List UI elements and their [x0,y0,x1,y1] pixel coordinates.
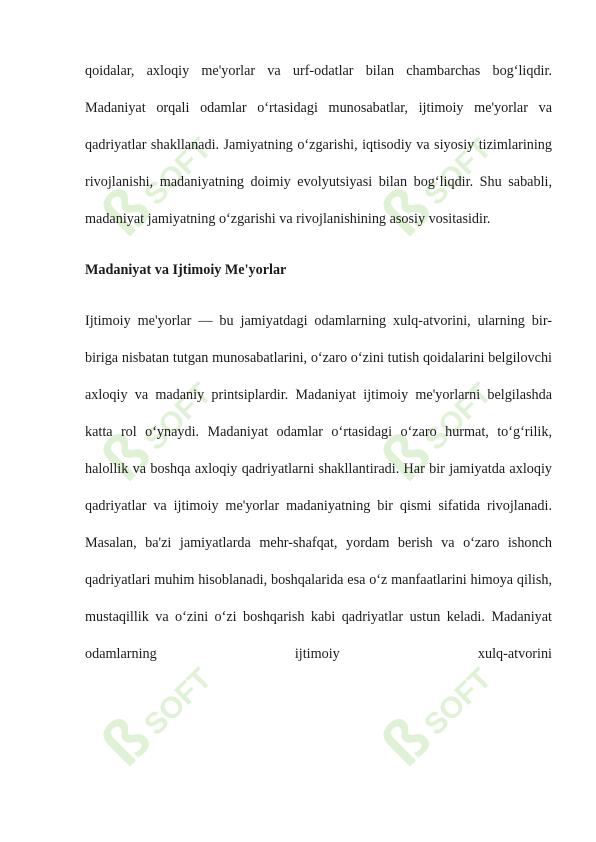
watermark-text: SOFT [138,131,219,212]
watermark-text: SOFT [138,661,219,742]
watermark-logo-letter: ß [367,418,444,495]
watermark-text: SOFT [418,131,499,212]
body-paragraph: qoidalar, axloqiy me'yorlar va urf-odatlar bilan chambarchas bog‘liqdir. Madaniyat orqali odamlar o‘rtasidagi munosabatlar, ijtimoiy me'yorlar va qadriyatlar shakllanadi. Jamiyatning o‘zgarishi, iqtisodiy va siyosiy tizimlarining rivojlanishi, madaniyatning doimiy evolyutsiyasi bilan bog‘liqdir. Shu sababli, madaniyat jamiyatning o‘zgarishi va rivojlanishining asosiy vositasidir. [85,63,552,227]
body-paragraph: Ijtimoiy me'yorlar — bu jamiyatdagi odamlarning xulq-atvorini, ularning bir-biriga nisbatan tutgan munosabatlarini, o‘zaro o‘zini tutish qoidalarini belgilovchi axloqiy va madaniy printsiplardir. Madaniyat ijtimoiy me'yorlarni belgilashda katta rol o‘ynaydi. Madaniyat odamlar o‘rtasidagi o‘zaro hurmat, to‘g‘rilik, halollik va boshqa axloqiy qadriyatlarni shakllantiradi. Har bir jamiyatda axloqiy qadriyatlar va ijtimoiy me'yorlar madaniyatning bir qismi sifatida rivojlanadi. Masalan, ba'zi jamiyatlarda mehr-shafqat, yordam berish va o‘zaro ishonch qadriyatlari muhim hisoblanadi, boshqalarida esa o‘z manfaatlarini himoya qilish, mustaqillik va o‘zini o‘zi boshqarish kabi qadriyatlar ustun keladi. Madaniyat odamlarning ijtimoiy xulq-atvorini [85,313,552,662]
watermark-text: SOFT [138,376,219,457]
watermark-logo-letter: ß [87,418,164,495]
watermark-text: SOFT [418,376,499,457]
watermark-logo-letter: ß [87,703,164,780]
section-heading: Madaniyat va Ijtimoiy Me'yorlar [85,262,287,278]
watermark-text: SOFT [418,661,499,742]
watermark-logo-letter: ß [367,173,444,250]
watermark-logo-letter: ß [367,703,444,780]
document-body [85,53,552,673]
watermark-logo-letter: ß [87,173,164,250]
